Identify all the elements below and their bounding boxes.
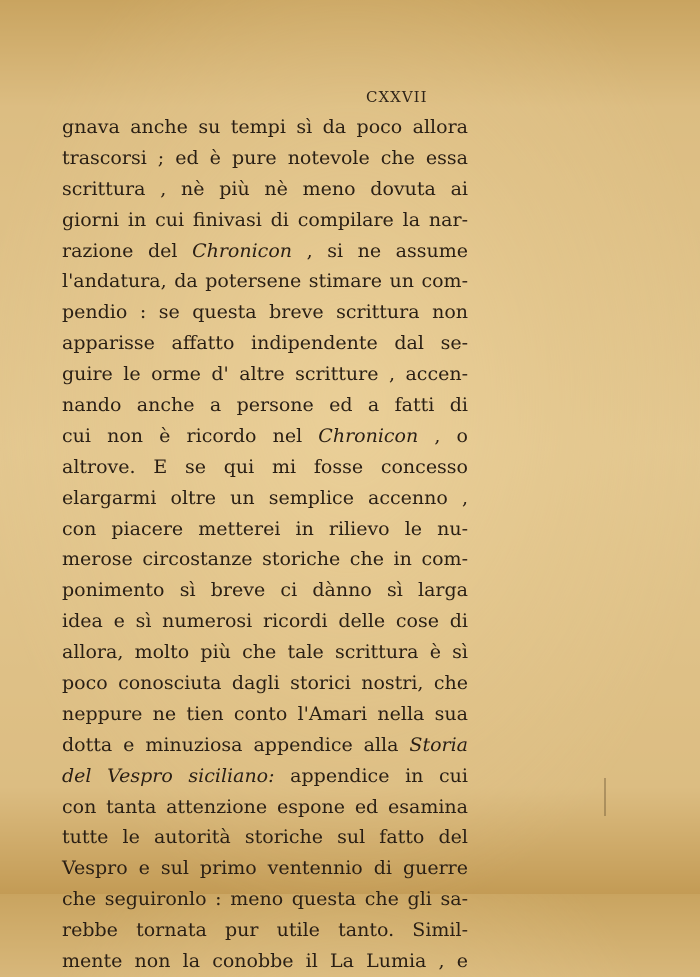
text-line	[62, 792, 468, 823]
text-line	[62, 606, 468, 637]
text-line	[62, 359, 468, 390]
text-line	[62, 575, 468, 606]
text-segment: che seguironlo : meno questa che gli sa-	[62, 888, 468, 911]
text-segment: allora, molto più che tale scrittura è sì	[62, 641, 468, 664]
italic-text: Chronicon	[318, 424, 419, 447]
text-line	[62, 730, 468, 761]
text-line	[62, 112, 468, 143]
text-segment: gnava anche su tempi sì da poco allora	[62, 116, 468, 138]
text-line	[62, 514, 468, 545]
text-line	[62, 328, 468, 359]
text-segment: scrittura , nè più nè meno dovuta ai	[62, 177, 468, 200]
text-line	[62, 761, 468, 792]
text-line	[62, 853, 468, 884]
body-text	[62, 112, 468, 977]
text-segment: giorni in cui finivasi di compilare la nar-	[62, 208, 468, 231]
italic-text: Storia	[409, 733, 468, 756]
text-segment: appendice in cui	[274, 764, 468, 787]
text-segment: l'andatura, da potersene stimare un com-	[62, 270, 468, 293]
text-segment: altrove. E se qui mi fosse concesso	[62, 455, 468, 478]
text-line	[62, 421, 468, 452]
text-line	[62, 483, 468, 514]
text-line	[62, 297, 468, 328]
text-segment: idea e sì numerosi ricordi delle cose di	[62, 610, 468, 633]
text-line	[62, 544, 468, 575]
text-line	[62, 174, 468, 205]
text-line	[62, 946, 468, 977]
text-segment: apparisse affatto indipendente dal se-	[62, 332, 468, 355]
page-number: CXXVII	[366, 88, 428, 106]
text-line	[62, 205, 468, 236]
text-segment: neppure ne tien conto l'Amari nella sua	[62, 702, 468, 725]
text-line	[62, 236, 468, 267]
text-segment: pendio : se questa breve scrittura non	[62, 301, 468, 324]
text-segment: guire le orme d' altre scritture , accen-	[62, 363, 468, 386]
text-segment: elargarmi oltre un semplice accenno ,	[62, 486, 468, 509]
italic-text: Chronicon	[192, 239, 292, 262]
text-segment: ponimento sì breve ci dànno sì larga	[62, 579, 468, 602]
text-segment: con piacere metterei in rilievo le nu-	[62, 517, 468, 540]
text-line	[62, 266, 468, 297]
text-segment: tutte le autorità storiche sul fatto del	[62, 826, 468, 849]
text-segment: trascorsi ; ed è pure notevole che essa	[62, 146, 468, 169]
text-segment: con tanta attenzione espone ed esamina	[62, 795, 468, 818]
text-line	[62, 915, 468, 946]
text-segment: , o	[418, 424, 468, 447]
text-line	[62, 637, 468, 668]
text-line	[62, 390, 468, 421]
text-segment: poco conosciuta dagli storici nostri, che	[62, 672, 468, 695]
text-segment: merose circostanze storiche che in com-	[62, 548, 468, 571]
text-line	[62, 822, 468, 853]
text-segment: , si ne assume	[292, 239, 468, 262]
text-line	[62, 668, 468, 699]
text-segment: dotta e minuziosa appendice alla	[62, 733, 410, 756]
text-line	[62, 143, 468, 174]
text-segment: cui non è ricordo nel	[62, 424, 319, 447]
text-line	[62, 452, 468, 483]
text-line	[62, 699, 468, 730]
text-segment: mente non la conobbe il La Lumia , e	[62, 950, 468, 973]
text-segment: Vespro e sul primo ventennio di guerre	[62, 857, 468, 880]
text-segment: razione del	[62, 239, 193, 262]
italic-text: del Vespro siciliano:	[62, 764, 275, 787]
text-segment: nando anche a persone ed a fatti di	[62, 394, 468, 417]
text-line	[62, 884, 468, 915]
paper-mark	[604, 778, 606, 816]
text-segment: rebbe tornata pur utile tanto. Simil-	[62, 919, 468, 942]
